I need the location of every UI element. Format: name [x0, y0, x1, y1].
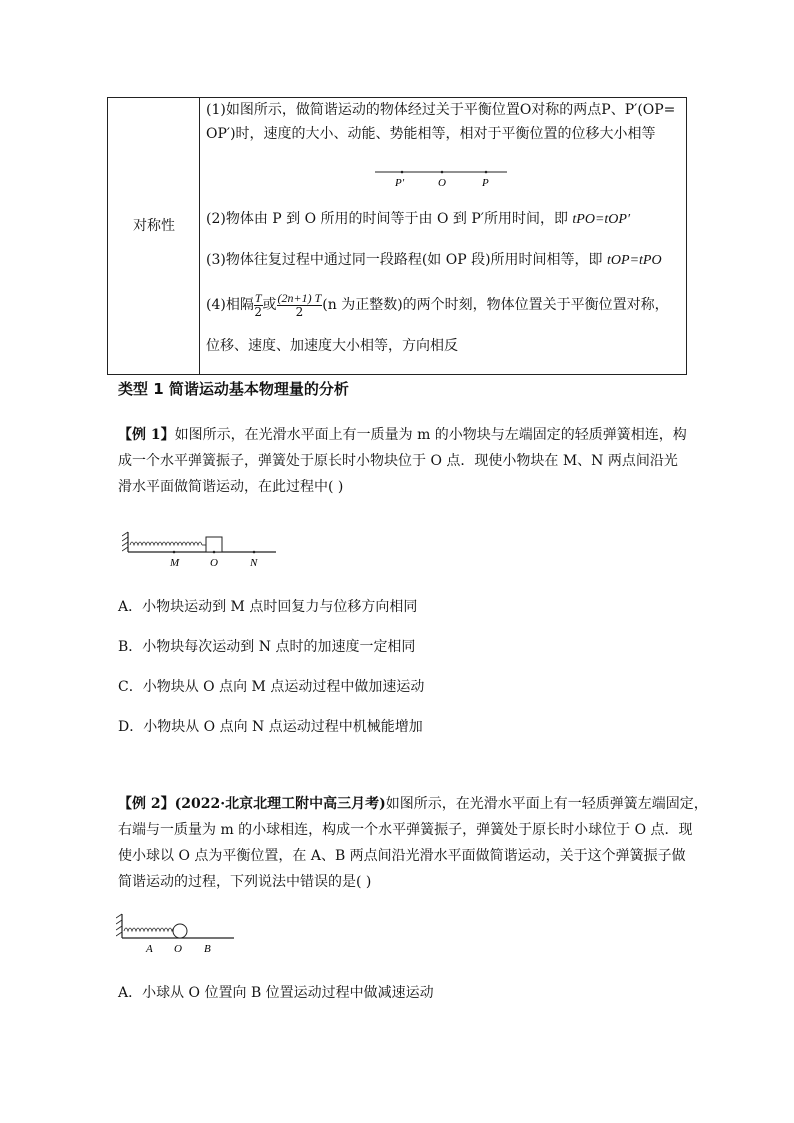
figure-label-p-prime: P′: [395, 177, 405, 189]
table-item3-formula: tOP=tPO: [607, 253, 662, 268]
fraction1-numerator: T: [254, 290, 262, 305]
table-item1-line1: (1)如图所示，做简谐运动的物体经过关于平衡位置O对称的两点P、P′(OP=: [206, 102, 676, 118]
symmetric-points-figure: [373, 161, 513, 189]
table-item2-formula: tPO=tOP′: [572, 212, 631, 227]
figure-label-a: A: [146, 943, 153, 955]
figure-label-n: N: [250, 557, 258, 569]
spring-block-figure: [122, 530, 282, 572]
figure-label-o: O: [210, 557, 218, 569]
figure-label-p: P: [482, 177, 489, 189]
example1-option-c: C．小物块从 O 点向 M 点运动过程中做加速运动: [118, 679, 425, 695]
fraction-t-over-2: [254, 292, 263, 319]
figure-label-b: B: [204, 943, 211, 955]
figure-label-o: O: [174, 943, 182, 955]
example2-text1: 如图所示，在光滑水平面上有一轻质弹簧左端固定，: [385, 796, 708, 812]
example1-line1: [118, 426, 687, 444]
example2-line2: 右端与一质量为 m 的小球相连，构成一个水平弹簧振子，弹簧处于原长时小球位于 O 点．现: [118, 822, 693, 838]
example2-line4: 简谐运动的过程，下列说法中错误的是( ): [118, 874, 372, 890]
fraction-2n-plus-1-t-over-2: [277, 292, 323, 319]
example1-tag: 【例 1】: [118, 427, 175, 443]
table-item2: [206, 210, 630, 229]
spring-ball-figure: [116, 912, 240, 956]
fraction2-denominator: 2: [295, 304, 304, 319]
example1-line2: 成一个水平弹簧振子，弹簧处于原长时小物块位于 O 点．现使小物块在 M、N 两点间沿光: [118, 453, 678, 469]
fraction1-denominator: 2: [254, 304, 262, 319]
example2-option-a: A．小球从 O 位置向 B 位置运动过程中做减速运动: [118, 985, 434, 1001]
symmetry-table: [107, 97, 687, 375]
table-item4-prefix: (4)相隔: [206, 297, 254, 313]
example1-option-a: A．小物块运动到 M 点时回复力与位移方向相同: [118, 599, 418, 615]
example1-option-d: D．小物块从 O 点向 N 点运动过程中机械能增加: [118, 719, 423, 735]
table-label: 对称性: [133, 218, 175, 234]
example1-line3: 滑水平面做简谐运动，在此过程中( ): [118, 479, 344, 495]
table-item3-text: (3)物体往复过程中通过同一段路程(如 OP 段)所用时间相等，即: [206, 252, 608, 268]
table-item4-suffix: (n 为正整数)的两个时刻，物体位置关于平衡位置对称，: [322, 297, 669, 313]
section-heading: 类型 1 简谐运动基本物理量的分析: [118, 380, 349, 398]
example2-line3: 使小球以 O 点为平衡位置，在 A、B 两点间沿光滑水平面做简谐运动，关于这个弹簧振子做: [118, 848, 686, 864]
example1-text1: 如图所示，在光滑水平面上有一质量为 m 的小物块与左端固定的轻质弹簧相连，构: [174, 427, 687, 443]
fraction2-numerator: (2n+1) T: [277, 290, 322, 305]
table-item4-line1: [206, 291, 669, 319]
table-item1-line2: OP′)时，速度的大小、动能、势能相等，相对于平衡位置的位移大小相等: [206, 126, 656, 142]
example1-option-b: B．小物块每次运动到 N 点时的加速度一定相同: [118, 639, 416, 655]
table-item3: [206, 251, 662, 270]
table-item4-or: 或: [262, 297, 277, 313]
example2-source: (2022·北京北理工附中高三月考): [174, 796, 386, 812]
table-item2-text: (2)物体由 P 到 O 所用的时间等于由 O 到 P′所用时间，即: [206, 211, 573, 227]
example2-line1: [118, 795, 708, 813]
figure-label-o: O: [438, 177, 446, 189]
example2-tag: 【例 2】: [118, 796, 175, 812]
figure-label-m: M: [170, 557, 180, 569]
table-item4-line2: 位移、速度、加速度大小相等，方向相反: [206, 338, 458, 354]
table-label-cell: [108, 98, 200, 374]
